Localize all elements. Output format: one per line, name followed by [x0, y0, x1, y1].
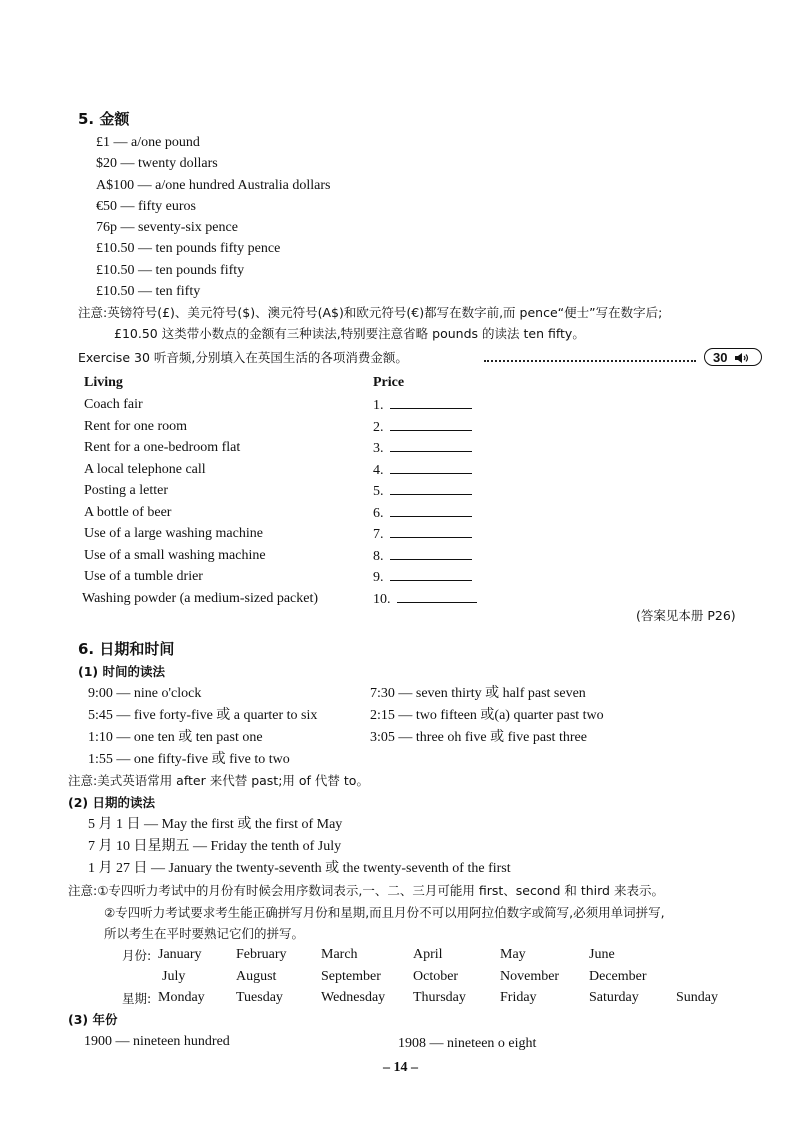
date-note-2-cont: 所以考生在平时要熟记它们的拼写。 [104, 926, 305, 941]
weekday-name: Friday [500, 990, 537, 1005]
time-item: 3:05 — three oh five 或 five past three [370, 730, 587, 745]
weekday-name: Tuesday [236, 990, 283, 1005]
col-price-header: Price [373, 375, 405, 390]
month-name: April [413, 947, 443, 962]
time-item: 1:55 — one fifty-five 或 five to two [88, 752, 290, 767]
living-item: A bottle of beer [84, 505, 172, 520]
section-6-title: 6. 日期和时间 [78, 640, 175, 658]
year-item: 1900 — nineteen hundred [84, 1034, 230, 1049]
living-item: A local telephone call [84, 462, 206, 477]
price-blank[interactable]: 3. [373, 439, 472, 458]
weekday-name: Monday [158, 990, 205, 1005]
living-item: Use of a small washing machine [84, 548, 266, 563]
weekday-name: Sunday [676, 990, 718, 1005]
money-item: $20 — twenty dollars [96, 156, 218, 171]
price-blank[interactable]: 4. [373, 461, 472, 480]
money-item: A$100 — a/one hundred Australia dollars [96, 178, 331, 193]
money-item: £10.50 — ten pounds fifty pence [96, 241, 281, 256]
month-name: September [321, 969, 381, 984]
money-item: 76p — seventy-six pence [96, 220, 238, 235]
month-name: July [162, 969, 186, 984]
dotted-leader [484, 354, 696, 362]
time-item: 2:15 — two fifteen 或(a) quarter past two [370, 708, 604, 723]
price-blank[interactable]: 6. [373, 504, 472, 523]
time-item: 1:10 — one ten 或 ten past one [88, 730, 263, 745]
subsection-date-title: (2) 日期的读法 [68, 795, 155, 810]
date-item: 1 月 27 日 — January the twenty-seventh 或 the twenty-seventh of the first [88, 861, 511, 876]
month-name: November [500, 969, 560, 984]
subsection-time-title: (1) 时间的读法 [78, 664, 165, 679]
month-name: October [413, 969, 459, 984]
time-item: 9:00 — nine o'clock [88, 686, 202, 701]
date-item: 7 月 10 日星期五 — Friday the tenth of July [88, 839, 342, 854]
living-item: Use of a tumble drier [84, 569, 203, 584]
money-item: £10.50 — ten fifty [96, 284, 201, 299]
audio-track-badge[interactable] [704, 348, 762, 366]
price-blank[interactable]: 9. [373, 568, 472, 587]
weekday-name: Wednesday [321, 990, 386, 1005]
living-item: Coach fair [84, 397, 143, 412]
price-blank[interactable]: 10. [373, 590, 477, 609]
date-note-1: 注意:①专四听力考试中的月份有时候会用序数词表示,一、二、三月可能用 first、second 和 third 来表示。 [68, 883, 664, 898]
weekday-name: Thursday [413, 990, 466, 1005]
exercise-title: Exercise 30 听音频,分别填入在英国生活的各项消费金额。 [78, 350, 408, 365]
money-item: £10.50 — ten pounds fifty [96, 263, 245, 278]
money-item: €50 — fifty euros [96, 199, 196, 214]
month-name: August [236, 969, 277, 984]
month-name: June [589, 947, 615, 962]
time-item: 5:45 — five forty-five 或 a quarter to six [88, 708, 318, 723]
time-item: 7:30 — seven thirty 或 half past seven [370, 686, 586, 701]
date-note-2: ②专四听力考试要求考生能正确拼写月份和星期,而且月份不可以用阿拉伯数字或简写,必须用单词拼写, [104, 905, 665, 920]
page-number: – 14 – [383, 1060, 418, 1075]
time-note: 注意:美式英语常用 after 来代替 past;用 of 代替 to。 [68, 773, 369, 788]
living-item: Rent for one room [84, 419, 188, 434]
month-name: January [158, 947, 202, 962]
living-item: Posting a letter [84, 483, 168, 498]
money-note-line2: £10.50 这类带小数点的金额有三种读法,特别要注意省略 pounds 的读法 ten fifty。 [114, 326, 585, 341]
living-item: Washing powder (a medium-sized packet) [82, 591, 319, 606]
months-label: 月份: [122, 948, 152, 963]
month-name: December [589, 969, 647, 984]
living-item: Rent for a one-bedroom flat [84, 440, 241, 455]
living-item: Use of a large washing machine [84, 526, 263, 541]
subsection-year-title: (3) 年份 [68, 1012, 118, 1027]
speaker-icon [735, 353, 749, 363]
year-item: 1908 — nineteen o eight [398, 1036, 537, 1051]
month-name: March [321, 947, 358, 962]
col-living-header: Living [84, 375, 123, 390]
weekdays-label: 星期: [122, 991, 152, 1006]
date-item: 5 月 1 日 — May the first 或 the first of May [88, 817, 343, 832]
money-item: £1 — a/one pound [96, 135, 200, 150]
audio-track-number: 30 [713, 350, 728, 365]
price-blank[interactable]: 8. [373, 547, 472, 566]
section-5-title: 5. 金额 [78, 110, 130, 128]
answer-reference: (答案见本册 P26) [636, 608, 736, 623]
price-blank[interactable]: 1. [373, 396, 472, 415]
month-name: February [236, 947, 287, 962]
weekday-name: Saturday [589, 990, 639, 1005]
money-note-line1: 注意:英镑符号(£)、美元符号($)、澳元符号(A$)和欧元符号(€)都写在数字前,而 pence“便士”写在数字后; [78, 305, 663, 320]
price-blank[interactable]: 2. [373, 418, 472, 437]
price-blank[interactable]: 5. [373, 482, 472, 501]
price-blank[interactable]: 7. [373, 525, 472, 544]
month-name: May [500, 947, 526, 962]
